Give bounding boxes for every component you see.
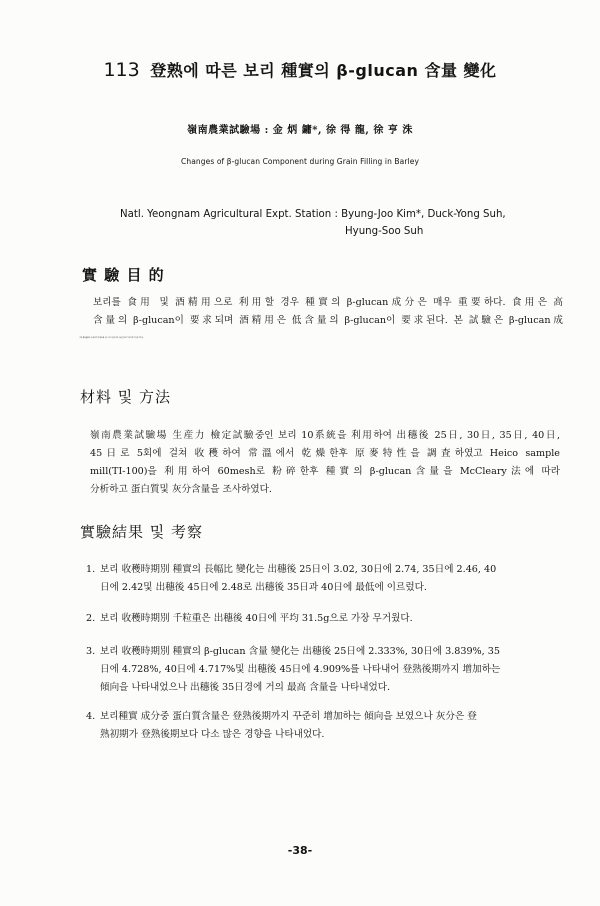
authors-korean: 嶺南農業試驗場 : 金 炳 鏞*, 徐 得 龍, 徐 亨 洙 [187, 125, 413, 136]
result-item-4 [86, 708, 566, 744]
result-line: 日에 4.728%, 40日에 4.717%및 出穗後 45日에 4.909%를 나타내어 登熟後期까지 增加하는 [100, 664, 501, 675]
objective-line: 보리를 食用 및 酒精用으로 利用할 경우 種實의 β-glucan成分은 매우 重要하다. 食用은 高 [93, 297, 563, 308]
result-line: 보리 收穫時期別 千粒重은 出穗後 40日에 平均 31.5g으로 가장 무거웠다. [100, 613, 413, 624]
english-affiliation [120, 206, 560, 240]
result-item-2 [86, 610, 566, 628]
result-line: 日에 2.42및 出穗後 45日에 2.48로 出穗後 35日과 40日에 最低에 이르렀다. [100, 582, 427, 593]
result-line: 보리 收穫時期別 種實의 長幅比 變化는 出穗後 25日이 3.02, 30日에 2.74, 35日에 2.46, 40 [100, 564, 497, 575]
objective-paragraph [79, 294, 563, 348]
paper-title [0, 58, 600, 81]
objective-line: 分의 蓄積過程을 原麥의 特性變化와 相互 비교 판찰하여 品種育成의 기초자료로 활용코자함. [79, 338, 144, 339]
page-number: -38- [287, 844, 313, 857]
result-line: 보리種實 成分중 蛋白質含量은 登熟後期까지 꾸준히 增加하는 傾向을 보였으나 灰分은 登 [100, 711, 477, 722]
methods-line: 嶺南農業試驗場 生産力 檢定試驗중인 보리 10系統을 利用하여 出穗後 25日, 30日, 35日, 40日, [90, 430, 560, 441]
paper-number: 113 [103, 59, 140, 81]
methods-line: 分析하고 蛋白質및 灰分含量을 조사하였다. [90, 484, 272, 495]
result-item-3 [86, 643, 566, 697]
result-item-number: 2. [86, 613, 96, 624]
methods-line: 45日로 5회에 걸쳐 收穫하여 常溫에서 乾燥한후 原麥特性을 調査하였고 Heico sample [90, 448, 560, 459]
paper-title-text: 登熟에 따른 보리 種實의 β-glucan 含量 變化 [150, 61, 497, 80]
result-item-number: 4. [86, 711, 96, 722]
result-line: 보리 收穫時期別 種實의 β-glucan 含量 變化는 出穗後 25日에 2.333%, 30日에 3.839%, 35 [100, 646, 500, 657]
result-item-number: 1. [86, 564, 96, 575]
methods-paragraph [90, 427, 560, 499]
methods-line: mill(TI-100)을 利用하여 60mesh로 粉碎한후 種實의 β-glucan含量을 McCleary法에 따라 [90, 466, 560, 477]
english-title: Changes of β-glucan Component during Grain Filling in Barley [181, 157, 419, 166]
objective-heading: 實 驗 目 的 [82, 266, 165, 284]
affiliation-line-1: Natl. Yeongnam Agricultural Expt. Station : Byung-Joo Kim*, Duck-Yong Suh, [120, 209, 506, 220]
result-item-number: 3. [86, 646, 96, 657]
results-heading: 實驗結果 및 考察 [80, 523, 204, 541]
result-line: 熟初期가 登熟後期보다 다소 많은 경향을 나타내었다. [100, 729, 325, 740]
methods-heading: 材料 및 方法 [80, 388, 172, 406]
objective-line: 含量의 β-glucan이 要求되며 酒精用은 低含量의 β-glucan이 要求된다. 본 試驗은 β-glucan成 [93, 315, 563, 326]
result-item-1 [86, 561, 566, 597]
affiliation-line-2: Hyung-Soo Suh [345, 226, 424, 237]
result-line: 傾向을 나타내었으나 出穗後 35日경에 거의 最高 含量을 나타내었다. [100, 682, 391, 693]
